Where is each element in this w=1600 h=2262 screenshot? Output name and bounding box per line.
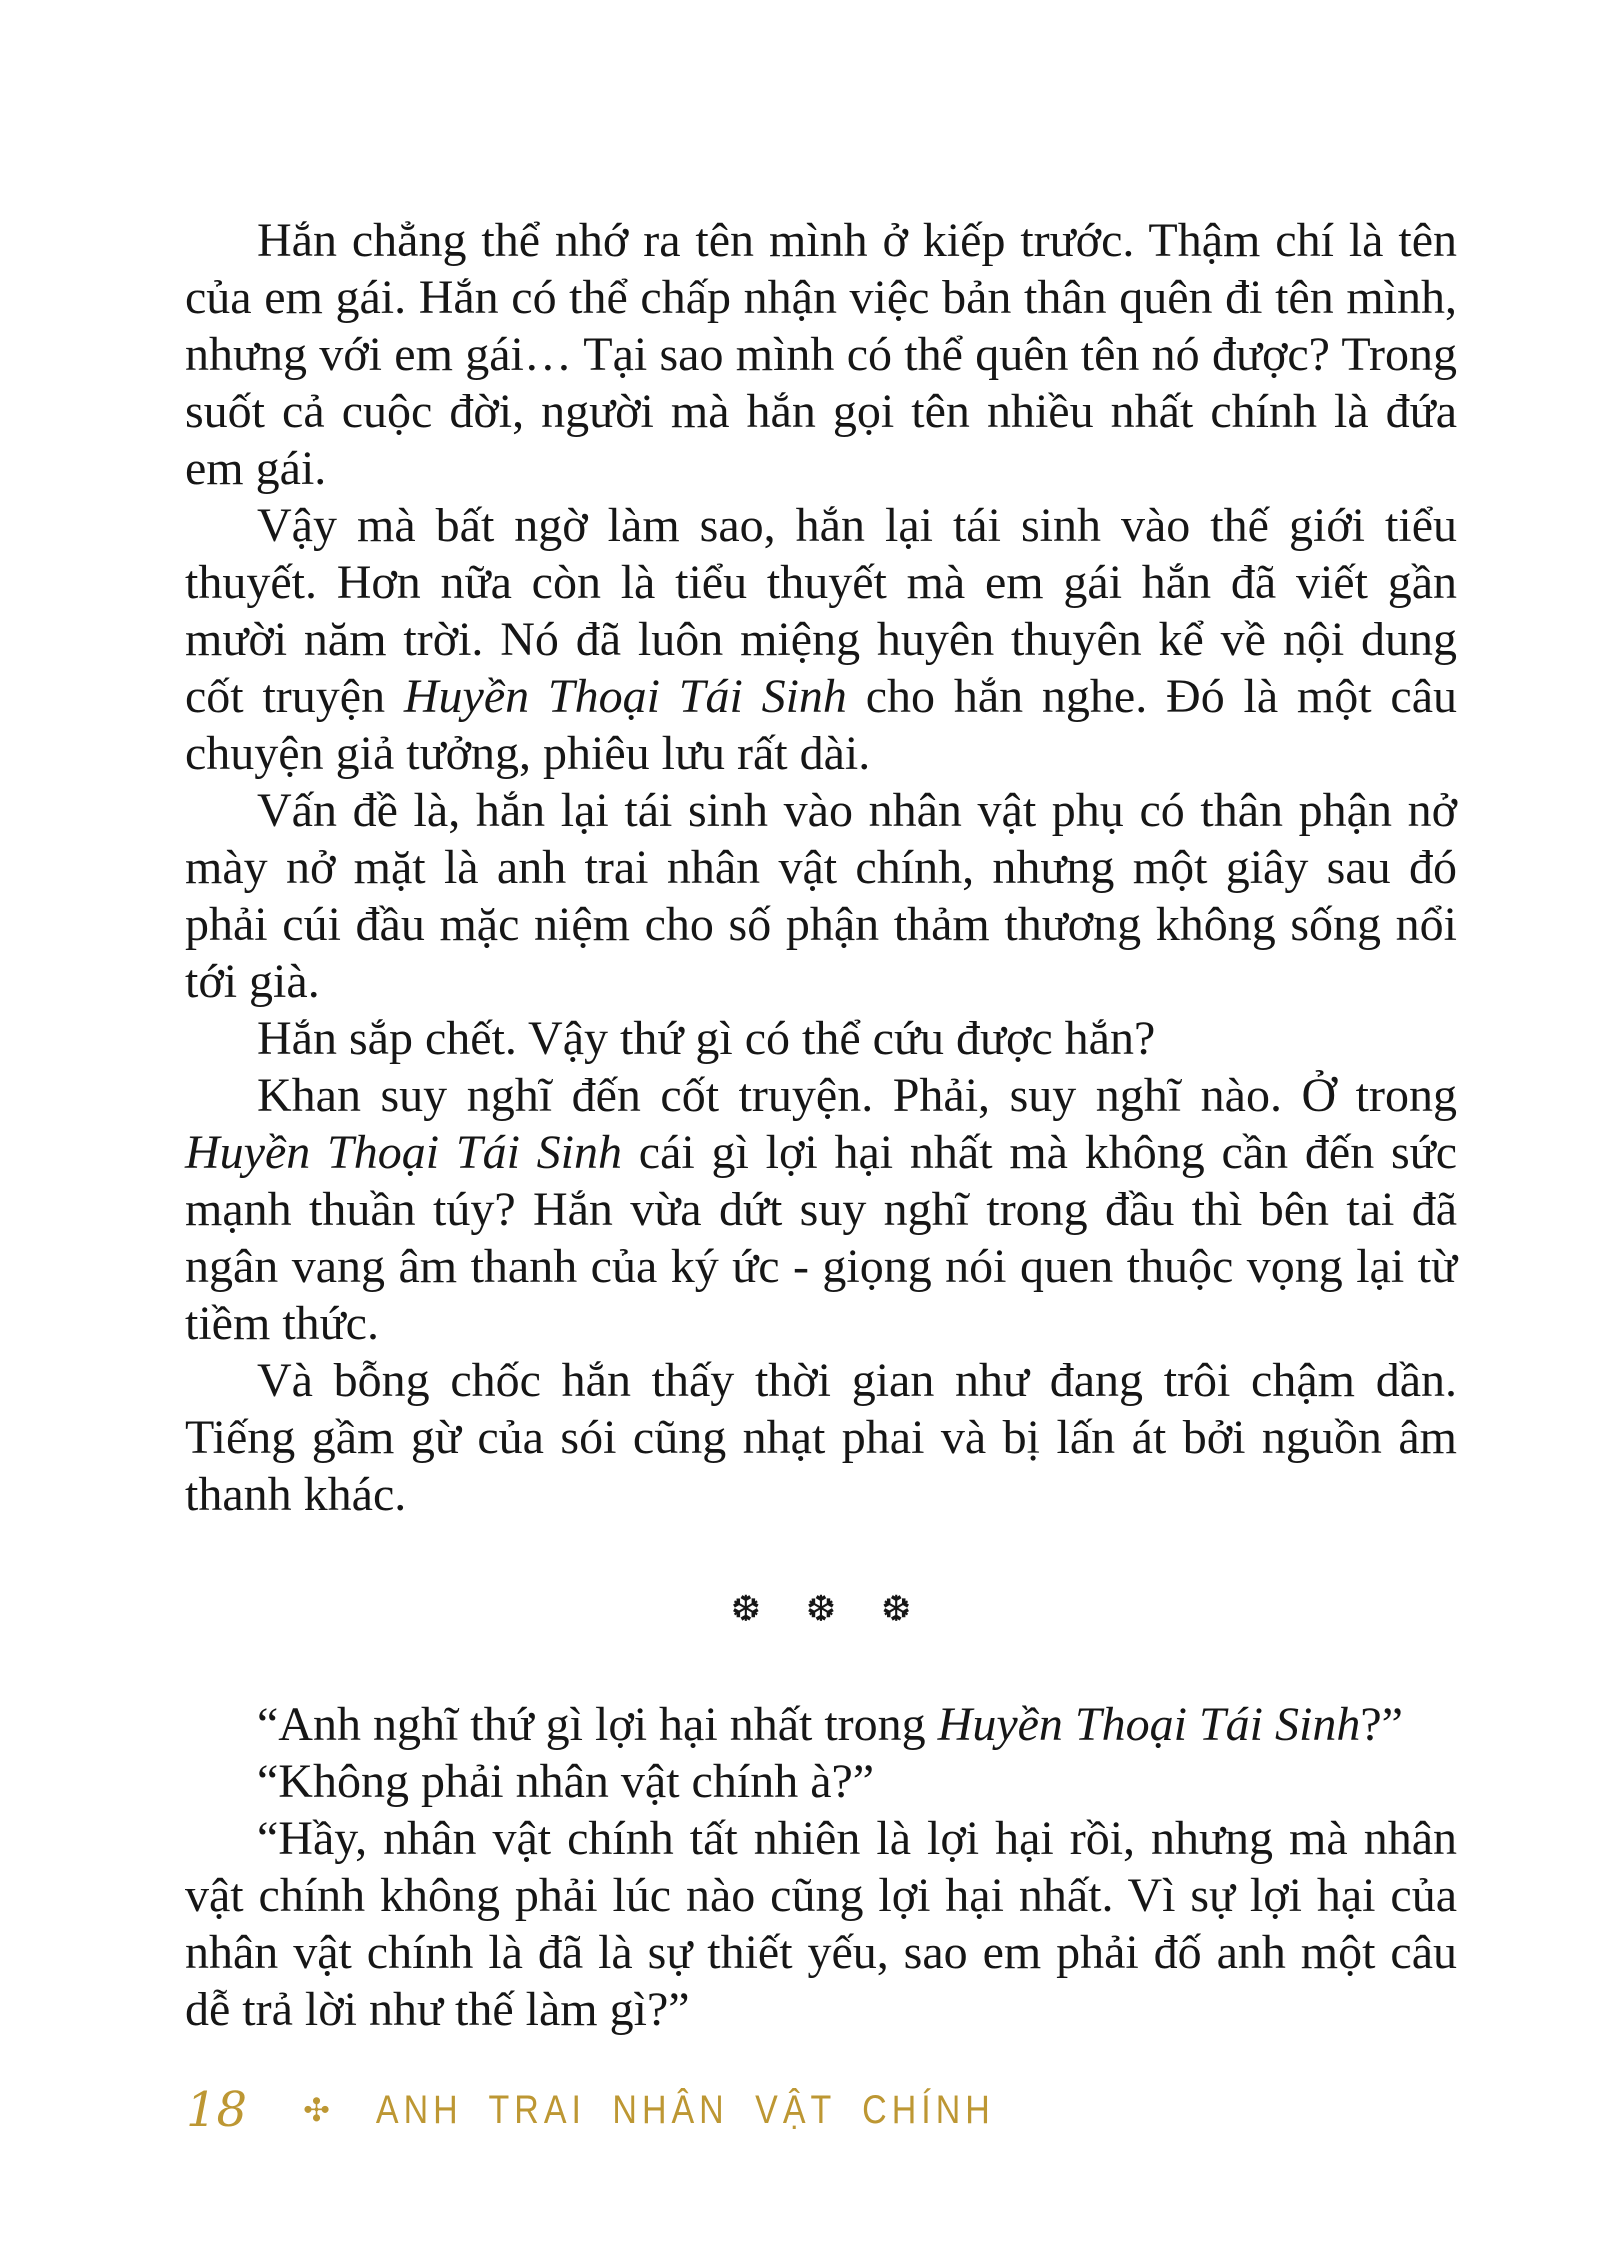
novel-title-inline: Huyền Thoại Tái Sinh (937, 1698, 1361, 1751)
paragraph (185, 1696, 1457, 1753)
text-run: ?” (1360, 1698, 1403, 1751)
novel-title-inline: Huyền Thoại Tái Sinh (403, 670, 847, 723)
paragraph (185, 1352, 1457, 1523)
paragraph (185, 782, 1457, 1010)
paragraph (185, 497, 1457, 782)
paragraph (185, 1810, 1457, 2038)
page-footer (186, 2082, 995, 2138)
page-body (185, 212, 1457, 2038)
book-title: ANH TRAI NHÂN VẬT CHÍNH (375, 2087, 995, 2133)
text-run: Hắn sắp chết. Vậy thứ gì có thể cứu được hắn? (257, 1012, 1156, 1065)
text-run: Và bỗng chốc hắn thấy thời gian như đang trôi chậm dần. Tiếng gầm gừ của sói cũng nhạt phai và bị lấn át bởi nguồn âm thanh khác. (185, 1354, 1457, 1521)
paragraph (185, 1067, 1457, 1352)
paragraph (185, 212, 1457, 497)
paragraph (185, 1753, 1457, 1810)
text-run: “Hầy, nhân vật chính tất nhiên là lợi hại rồi, nhưng mà nhân vật chính không phải lúc nào cũng lợi hại nhất. Vì sự lợi hại của nhân vật chính là đã là sự thiết yếu, sao em phải đố anh một câu dễ trả lời như thế làm gì?” (185, 1812, 1457, 2036)
novel-title-inline: Huyền Thoại Tái Sinh (185, 1126, 623, 1179)
text-run: Khan suy nghĩ đến cốt truyện. Phải, suy nghĩ nào. Ở trong (257, 1069, 1457, 1122)
text-run: “Không phải nhân vật chính à?” (257, 1755, 875, 1808)
page-number: 18 (186, 2082, 248, 2138)
paragraph (185, 1010, 1457, 1067)
text-run: Vậy mà bất ngờ làm sao, hắn lại tái sinh vào thế giới tiểu thuyết. Hơn nữa còn là tiểu thuyết mà em gái hắn đã viết gần mười năm trời. Nó đã luôn miệng huyên thuyên kể về nội dung cốt truyện (185, 499, 1457, 723)
footer-ornament-icon: ✣ (303, 2092, 330, 2128)
text-run: Hắn chẳng thể nhớ ra tên mình ở kiếp trước. Thậm chí là tên của em gái. Hắn có thể chấp nhận việc bản thân quên đi tên mình, nhưng với em gái… Tại sao mình có thể quên tên nó được? Trong suốt cả cuộc đời, người mà hắn gọi tên nhiều nhất chính là đứa em gái. (185, 214, 1457, 495)
text-run: cho hắn nghe. Đó là một câu chuyện giả tưởng, phiêu lưu rất dài. (185, 670, 1457, 780)
text-run: “Anh nghĩ thứ gì lợi hại nhất trong (257, 1698, 938, 1751)
section-separator-stars: ❆ ❆ ❆ (730, 1589, 930, 1629)
text-run: Vấn đề là, hắn lại tái sinh vào nhân vật phụ có thân phận nở mày nở mặt là anh trai nhân vật chính, nhưng một giây sau đó phải cúi đầu mặc niệm cho số phận thảm thương không sống nổi tới già. (185, 784, 1457, 1008)
text-run: cái gì lợi hại nhất mà không cần đến sức mạnh thuần túy? Hắn vừa dứt suy nghĩ trong đầu thì bên tai đã ngân vang âm thanh của ký ức - giọng nói quen thuộc vọng lại từ tiềm thức. (185, 1126, 1457, 1350)
